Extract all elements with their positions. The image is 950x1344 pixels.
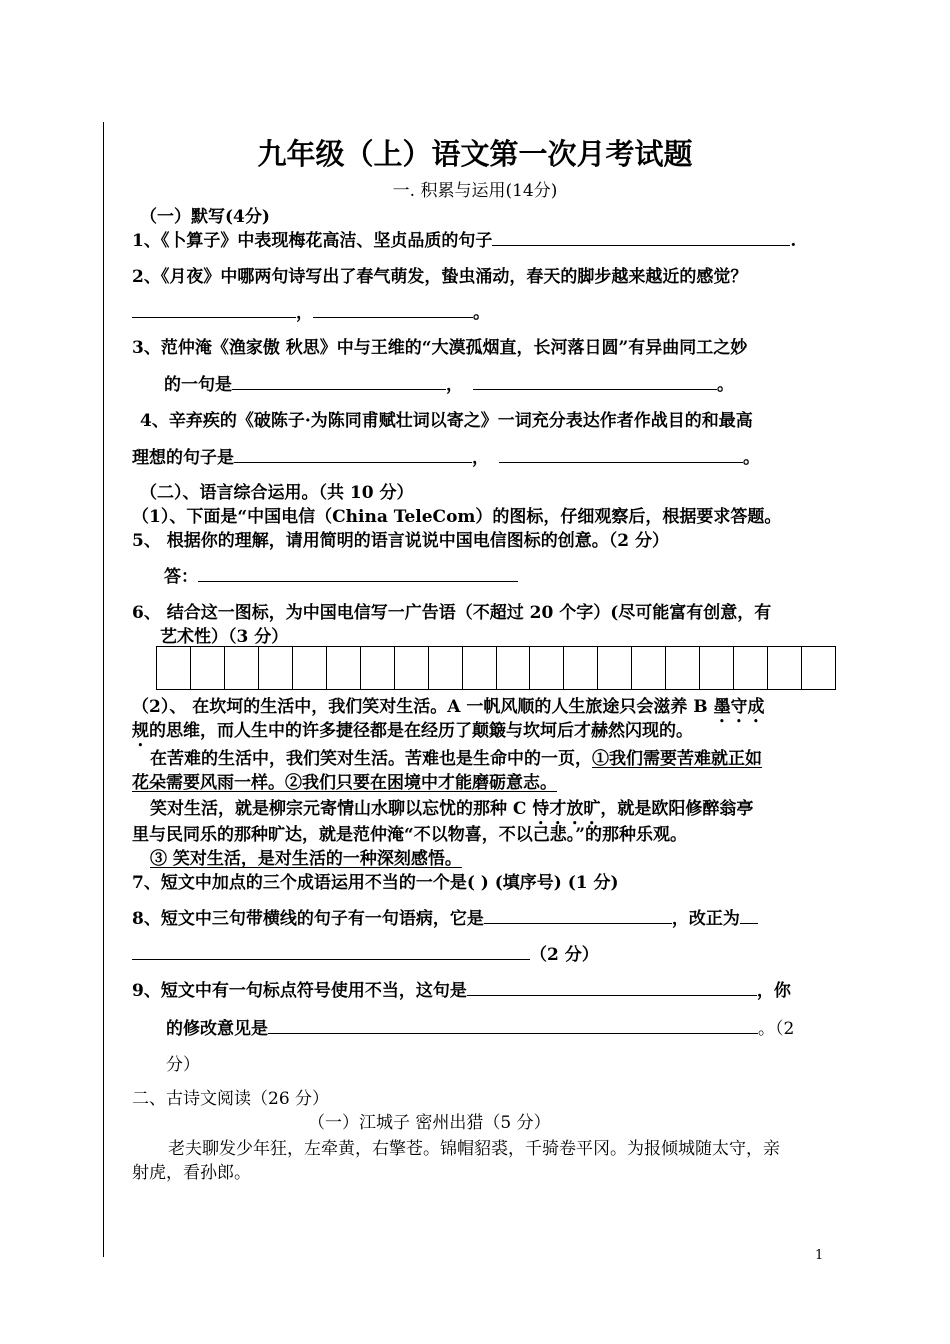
answer-blank[interactable] xyxy=(198,563,518,582)
question-5-answer-line xyxy=(164,562,518,587)
passage-text: 在苦难的生活中，我们笑对生活。苦难也是生命中的一页， xyxy=(150,749,592,769)
page-number: 1 xyxy=(815,1248,824,1263)
question-7: 7、短文中加点的三个成语运用不当的一个是( ) (填序号) (1 分) xyxy=(132,873,619,893)
grid-cell[interactable] xyxy=(802,647,835,689)
poem-line-1: 老夫聊发少年狂，左牵黄，右擎苍。锦帽貂裘，千骑卷平冈。为报倾城随太守，亲 xyxy=(168,1139,780,1159)
passage-text: 笑对生活，就是柳宗元寄情山水聊以忘忧的那种 C xyxy=(150,799,533,819)
question-9-answer-line xyxy=(166,1014,794,1039)
grid-cell[interactable] xyxy=(497,647,531,689)
question-8 xyxy=(132,904,758,929)
answer-blank[interactable] xyxy=(234,444,472,463)
punct: ， xyxy=(296,303,313,323)
passage-text: （2）、 在坎坷的生活中，我们笑对生活。A 一帆风顺的人生旅途只会滋养 B xyxy=(132,697,714,717)
grid-cell[interactable] xyxy=(768,647,802,689)
underlined-sentence: ①我们需要苦难就正如 xyxy=(592,749,762,769)
grid-cell[interactable] xyxy=(734,647,768,689)
grid-cell[interactable] xyxy=(666,647,700,689)
answer-blank[interactable] xyxy=(484,905,672,924)
grid-cell[interactable] xyxy=(191,647,225,689)
grid-cell[interactable] xyxy=(293,647,327,689)
dotted-idiom: 规 xyxy=(132,721,149,741)
question-1 xyxy=(132,226,796,251)
question-8-answer-line xyxy=(132,940,599,965)
passage-text: 的思维，而人生中的许多捷径都是在经历了颠簸与坎坷后才赫然闪现的。 xyxy=(149,721,693,741)
answer-blank[interactable] xyxy=(132,941,530,960)
passage-line-3 xyxy=(150,744,762,769)
section2-heading: 二、古诗文阅读（26 分） xyxy=(132,1089,330,1109)
punct: ， xyxy=(446,375,463,395)
score: 。（2 xyxy=(758,1019,795,1039)
dotted-idiom: 墨守成 xyxy=(713,697,765,717)
question-9-prompt: 的修改意见是 xyxy=(166,1019,268,1039)
question-2-answer-line xyxy=(132,298,490,323)
question-2: 2、《月夜》中哪两句诗写出了春气萌发，蛰虫涌动，春天的脚步越来越近的感觉？ xyxy=(132,267,748,287)
punct: 。 xyxy=(743,448,760,468)
question-4-answer-line xyxy=(132,443,760,468)
question-9-score-cont: 分） xyxy=(166,1055,200,1075)
passage-text: ，就是欧阳修醉翁亭 xyxy=(600,799,754,819)
answer-blank[interactable] xyxy=(313,299,473,318)
question-9 xyxy=(132,976,791,1001)
page-title: 九年级（上）语文第一次月考试题 xyxy=(257,137,693,171)
question-8-text: 8、短文中三句带横线的句子有一句语病，它是 xyxy=(132,909,484,929)
poem-heading: （一）江城子 密州出猎（5 分） xyxy=(308,1113,551,1133)
grid-cell[interactable] xyxy=(157,647,191,689)
answer-grid[interactable] xyxy=(156,646,836,690)
passage-line-4 xyxy=(132,768,557,793)
part2-intro: （1）、下面是“中国电信（China TeleCom）的图标，仔细观察后，根据要求答题。 xyxy=(132,507,782,527)
question-3-answer-line xyxy=(164,370,734,395)
grid-cell[interactable] xyxy=(632,647,666,689)
question-3-prompt: 的一句是 xyxy=(164,375,232,395)
punct: 。 xyxy=(473,303,490,323)
punct: 。 xyxy=(717,375,734,395)
answer-blank[interactable] xyxy=(132,299,296,318)
grid-cell[interactable] xyxy=(463,647,497,689)
answer-label: 答： xyxy=(164,567,198,587)
grid-cell[interactable] xyxy=(361,647,395,689)
part2-heading: （二）、语言综合运用。（共 10 分） xyxy=(140,483,414,503)
question-4: 4、辛弃疾的《破陈子·为陈同甫赋壮词以寄之》一词充分表达作者作战目的和最高 xyxy=(140,411,753,431)
question-4-prompt: 理想的句子是 xyxy=(132,448,234,468)
question-6: 6、 结合这一图标，为中国电信写一广告语（不超过 20 个字）(尽可能富有创意，有 xyxy=(132,603,772,623)
grid-cell[interactable] xyxy=(598,647,632,689)
question-9-text: ，你 xyxy=(756,981,791,1001)
score: （2 分） xyxy=(530,945,599,965)
answer-blank[interactable] xyxy=(740,905,758,924)
question-5: 5、 根据你的理解，请用简明的语言说说中国电信图标的创意。（2 分） xyxy=(132,531,669,551)
punct: . xyxy=(790,231,797,251)
question-8-text: ，改正为 xyxy=(671,909,740,929)
answer-blank[interactable] xyxy=(232,371,446,390)
question-1-text: 1、《卜算子》中表现梅花高洁、坚贞品质的句子 xyxy=(132,231,493,251)
passage-line-7 xyxy=(150,844,462,869)
grid-cell[interactable] xyxy=(530,647,564,689)
binding-margin-line xyxy=(103,122,104,1257)
answer-blank[interactable] xyxy=(473,371,717,390)
answer-blank[interactable] xyxy=(499,444,743,463)
grid-cell[interactable] xyxy=(327,647,361,689)
grid-cell[interactable] xyxy=(395,647,429,689)
grid-cell[interactable] xyxy=(700,647,734,689)
question-6-cont: 艺术性）（3 分） xyxy=(160,627,289,647)
question-9-text: 9、短文中有一句标点符号使用不当，这句是 xyxy=(132,981,467,1001)
grid-cell[interactable] xyxy=(564,647,598,689)
punct: ， xyxy=(472,448,489,468)
underlined-sentence: 花朵需要风雨一样。②我们只要在困境中才能磨砺意志。 xyxy=(132,773,557,793)
poem-line-2: 射虎，看孙郎。 xyxy=(132,1163,251,1183)
grid-cell[interactable] xyxy=(429,647,463,689)
question-3: 3、范仲淹《渔家傲 秋思》中与王维的“大漠孤烟直，长河落日圆”有异曲同工之妙 xyxy=(132,338,748,358)
section1-heading: 一. 积累与运用(14分) xyxy=(392,181,558,201)
underlined-sentence: ③ 笑对生活，是对生活的一种深刻感悟。 xyxy=(150,849,462,869)
dotted-idiom: 恃才放旷 xyxy=(532,799,601,819)
answer-blank[interactable] xyxy=(467,977,757,996)
part1-heading: （一）默写(4分) xyxy=(140,207,270,227)
answer-blank[interactable] xyxy=(492,227,790,246)
grid-cell[interactable] xyxy=(225,647,259,689)
answer-blank[interactable] xyxy=(268,1015,758,1034)
grid-cell[interactable] xyxy=(259,647,293,689)
passage-line-6: 里与民同乐的那种旷达，就是范仲淹“不以物喜，不以己悲。”的那种乐观。 xyxy=(132,825,688,845)
